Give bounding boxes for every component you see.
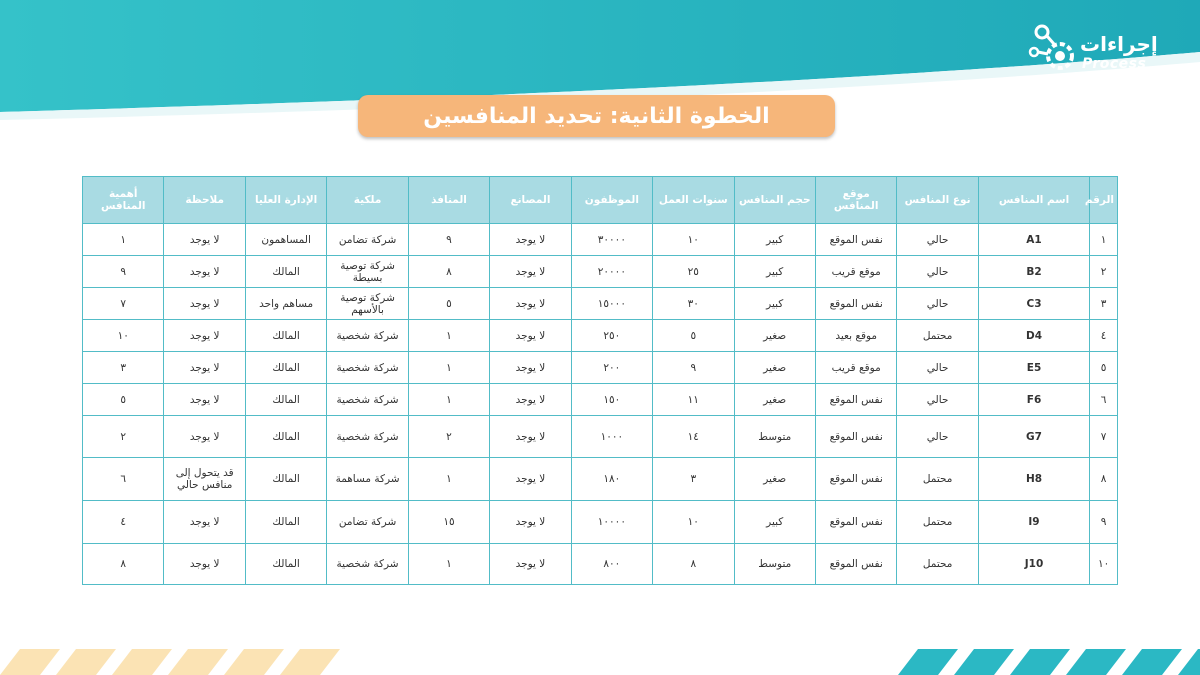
- header-cell: الرقم: [1090, 177, 1118, 224]
- table-cell: D4: [978, 320, 1089, 352]
- table-cell: ٨: [1090, 458, 1118, 501]
- bottom-stripes-decoration: [0, 649, 1200, 675]
- table-cell: لا يوجد: [490, 416, 571, 458]
- table-cell: حالي: [897, 224, 978, 256]
- table-cell: صغير: [734, 352, 815, 384]
- table-cell: ٩: [83, 256, 164, 288]
- table-cell: لا يوجد: [164, 288, 245, 320]
- table-cell: I9: [978, 501, 1089, 544]
- table-cell: ٨٠٠: [571, 544, 652, 585]
- table-cell: المالك: [245, 320, 326, 352]
- table-cell: لا يوجد: [490, 288, 571, 320]
- table-row: [83, 501, 1118, 544]
- table-cell: ٩: [408, 224, 489, 256]
- table-cell: شركة شخصية: [327, 352, 408, 384]
- table-cell: ٨: [83, 544, 164, 585]
- table-cell: ٧: [1090, 416, 1118, 458]
- header-cell: المنافذ: [408, 177, 489, 224]
- table-cell: موقع بعيد: [815, 320, 896, 352]
- table-cell: ٩: [653, 352, 734, 384]
- table-cell: لا يوجد: [164, 544, 245, 585]
- table-cell: ٩: [1090, 501, 1118, 544]
- table-row: [83, 384, 1118, 416]
- table-cell: مساهم واحد: [245, 288, 326, 320]
- header-cell: موقع المنافس: [815, 177, 896, 224]
- table-cell: ١٥٠: [571, 384, 652, 416]
- table-cell: محتمل: [897, 320, 978, 352]
- page-title: الخطوة الثانية: تحديد المنافسين: [423, 103, 770, 129]
- table-cell: حالي: [897, 288, 978, 320]
- table-cell: ٢٠٠: [571, 352, 652, 384]
- table-cell: نفس الموقع: [815, 458, 896, 501]
- table-cell: ٤: [83, 501, 164, 544]
- table-cell: ٢٠٠٠٠: [571, 256, 652, 288]
- table-cell: شركة شخصية: [327, 544, 408, 585]
- table-cell: شركة شخصية: [327, 384, 408, 416]
- table-cell: ١: [408, 458, 489, 501]
- table-cell: ٢: [408, 416, 489, 458]
- table-cell: لا يوجد: [490, 352, 571, 384]
- table-cell: ١: [408, 320, 489, 352]
- table-cell: ٥: [408, 288, 489, 320]
- table-cell: ٣: [83, 352, 164, 384]
- table-cell: E5: [978, 352, 1089, 384]
- logo-text-arabic: إجراءات: [1080, 32, 1158, 56]
- table-cell: F6: [978, 384, 1089, 416]
- table-cell: المالك: [245, 544, 326, 585]
- table-cell: ١: [1090, 224, 1118, 256]
- table-cell: ٣٠: [653, 288, 734, 320]
- table-cell: ٢: [1090, 256, 1118, 288]
- table-cell: لا يوجد: [164, 224, 245, 256]
- table-cell: لا يوجد: [164, 416, 245, 458]
- header-cell: ملكية: [327, 177, 408, 224]
- table-cell: ٢: [83, 416, 164, 458]
- table-header-row: [83, 177, 1118, 224]
- table-cell: H8: [978, 458, 1089, 501]
- table-cell: ٥: [1090, 352, 1118, 384]
- table-cell: ١١: [653, 384, 734, 416]
- table-cell: ١٠٠٠: [571, 416, 652, 458]
- table-cell: كبير: [734, 224, 815, 256]
- table-row: [83, 458, 1118, 501]
- table-row: [83, 288, 1118, 320]
- table-cell: لا يوجد: [164, 501, 245, 544]
- table-cell: ٥: [83, 384, 164, 416]
- competitors-table: [82, 176, 1118, 585]
- table-cell: محتمل: [897, 544, 978, 585]
- table-cell: شركة توصية بسيطة: [327, 256, 408, 288]
- table-cell: متوسط: [734, 416, 815, 458]
- table-cell: حالي: [897, 352, 978, 384]
- table-cell: لا يوجد: [164, 256, 245, 288]
- table-cell: لا يوجد: [490, 224, 571, 256]
- table-row: [83, 320, 1118, 352]
- table-cell: لا يوجد: [490, 256, 571, 288]
- header-cell: نوع المنافس: [897, 177, 978, 224]
- table-cell: ٣: [1090, 288, 1118, 320]
- table-cell: ١٠: [83, 320, 164, 352]
- table-cell: شركة مساهمة: [327, 458, 408, 501]
- header-cell: ملاحظة: [164, 177, 245, 224]
- table-cell: ١٥٠٠٠: [571, 288, 652, 320]
- table-cell: لا يوجد: [164, 384, 245, 416]
- table-cell: شركة شخصية: [327, 416, 408, 458]
- header-cell: اسم المنافس: [978, 177, 1089, 224]
- table-cell: لا يوجد: [490, 320, 571, 352]
- header-cell: الإدارة العليا: [245, 177, 326, 224]
- table-cell: صغير: [734, 384, 815, 416]
- table-cell: شركة شخصية: [327, 320, 408, 352]
- table-cell: موقع قريب: [815, 256, 896, 288]
- table-cell: ١٨٠: [571, 458, 652, 501]
- table-row: [83, 352, 1118, 384]
- table-cell: A1: [978, 224, 1089, 256]
- table-cell: J10: [978, 544, 1089, 585]
- table-cell: صغير: [734, 320, 815, 352]
- table-cell: ١٤: [653, 416, 734, 458]
- table-cell: موقع قريب: [815, 352, 896, 384]
- table-cell: ٨: [653, 544, 734, 585]
- table-cell: ١: [83, 224, 164, 256]
- header-cell: حجم المنافس: [734, 177, 815, 224]
- table-row: [83, 224, 1118, 256]
- table-cell: المالك: [245, 416, 326, 458]
- table-cell: حالي: [897, 384, 978, 416]
- table-cell: ١٠: [1090, 544, 1118, 585]
- table-cell: ٥: [653, 320, 734, 352]
- table-cell: G7: [978, 416, 1089, 458]
- table-cell: لا يوجد: [164, 320, 245, 352]
- table-cell: محتمل: [897, 501, 978, 544]
- table-cell: ١: [408, 544, 489, 585]
- table-cell: ١٠: [653, 501, 734, 544]
- header-cell: المصانع: [490, 177, 571, 224]
- table-cell: لا يوجد: [164, 352, 245, 384]
- table-cell: ٤: [1090, 320, 1118, 352]
- table-cell: C3: [978, 288, 1089, 320]
- table-cell: شركة تضامن: [327, 501, 408, 544]
- table-cell: كبير: [734, 288, 815, 320]
- table-row: [83, 544, 1118, 585]
- table-cell: ٣: [653, 458, 734, 501]
- table-cell: كبير: [734, 501, 815, 544]
- table-cell: ١٠: [653, 224, 734, 256]
- table-cell: شركة توصية بالأسهم: [327, 288, 408, 320]
- table-cell: ٧: [83, 288, 164, 320]
- table-cell: المساهمون: [245, 224, 326, 256]
- table-cell: لا يوجد: [490, 384, 571, 416]
- title-banner: [358, 95, 835, 137]
- table-cell: ٨: [408, 256, 489, 288]
- table-cell: نفس الموقع: [815, 224, 896, 256]
- table-cell: ١٠٠٠٠: [571, 501, 652, 544]
- table-cell: لا يوجد: [490, 458, 571, 501]
- table-cell: متوسط: [734, 544, 815, 585]
- header-cell: أهمية المنافس: [83, 177, 164, 224]
- table-row: [83, 416, 1118, 458]
- table-cell: المالك: [245, 458, 326, 501]
- table-cell: حالي: [897, 256, 978, 288]
- table-cell: المالك: [245, 501, 326, 544]
- table-cell: ١: [408, 384, 489, 416]
- table-cell: ٢٥: [653, 256, 734, 288]
- table-cell: كبير: [734, 256, 815, 288]
- table-cell: ١: [408, 352, 489, 384]
- table-cell: نفس الموقع: [815, 384, 896, 416]
- table-row: [83, 256, 1118, 288]
- header-cell: سنوات العمل: [653, 177, 734, 224]
- table-cell: المالك: [245, 352, 326, 384]
- table-cell: ٣٠٠٠٠: [571, 224, 652, 256]
- table-cell: ١٥: [408, 501, 489, 544]
- table-cell: B2: [978, 256, 1089, 288]
- table-cell: ٢٥٠: [571, 320, 652, 352]
- table-cell: محتمل: [897, 458, 978, 501]
- table-cell: شركة تضامن: [327, 224, 408, 256]
- table-cell: قد يتحول إلى منافس حالي: [164, 458, 245, 501]
- table-cell: نفس الموقع: [815, 288, 896, 320]
- table-cell: نفس الموقع: [815, 544, 896, 585]
- header-cell: الموظفون: [571, 177, 652, 224]
- table-cell: لا يوجد: [490, 501, 571, 544]
- table-cell: لا يوجد: [490, 544, 571, 585]
- table-cell: ٦: [1090, 384, 1118, 416]
- table-cell: المالك: [245, 256, 326, 288]
- logo-text-english: Process: [1082, 56, 1147, 72]
- table-cell: حالي: [897, 416, 978, 458]
- table-cell: نفس الموقع: [815, 501, 896, 544]
- table-cell: ٦: [83, 458, 164, 501]
- table-cell: المالك: [245, 384, 326, 416]
- table-cell: نفس الموقع: [815, 416, 896, 458]
- table-cell: صغير: [734, 458, 815, 501]
